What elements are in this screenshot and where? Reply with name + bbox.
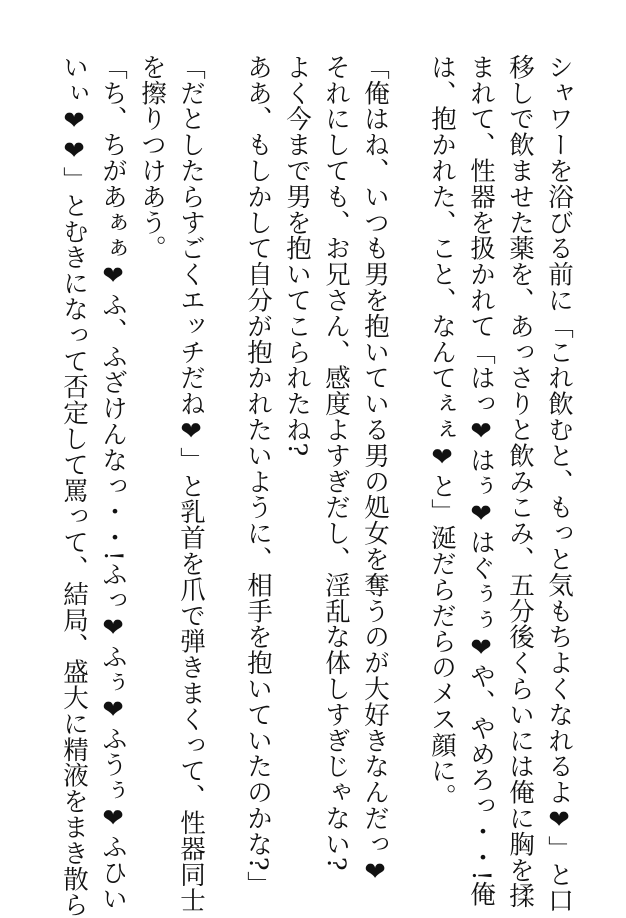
- text-column: 「ち、ちがあぁぁ❤ふ、ふざけんなっ・・!ふっ❤ふぅ❤ふうぅ❤ふひい: [98, 54, 128, 912]
- vertical-text-body: [54, 54, 578, 918]
- text-column: 「俺はね、いつも男を抱いている男の処女を奪うのが大好きなんだっ❤: [360, 54, 390, 888]
- text-column: 「だとしたらすごくエッチだね❤」と乳首を爪で弾きまくって、性器同士: [176, 54, 206, 914]
- paragraph-gap: [394, 54, 422, 866]
- text-column: 移しで飲ませた薬を、あっさりと飲みこみ、五分後くらいには俺に胸を揉: [505, 54, 535, 909]
- paragraph-gap: [210, 54, 238, 866]
- text-column: を擦りつけあう。: [137, 54, 167, 262]
- text-column: いぃ❤❤」とむきになって否定して罵って、結局、盛大に精液をまき散ら: [59, 54, 89, 918]
- text-column: それにしても、お兄さん、感度よすぎだし、淫乱な体しすぎじゃない?: [321, 54, 351, 871]
- text-column: まれて、性器を扱かれて「はっ❤はぅ❤はぐぅぅ❤や、やめろっ・・!俺: [466, 54, 496, 907]
- text-column: シャワーを浴びる前に「これ飲むと、もっと気もちよくなれるよ❤」と口: [544, 54, 574, 914]
- text-column: よく今まで男を抱いてこられたね?: [282, 54, 312, 457]
- text-column: は、抱かれた、こと、なんてぇぇ❤と」涎だらだらのメス顔に。: [427, 54, 457, 810]
- text-column: ああ、もしかして自分が抱かれたいように、相手を抱いていたのかな?」: [243, 54, 273, 897]
